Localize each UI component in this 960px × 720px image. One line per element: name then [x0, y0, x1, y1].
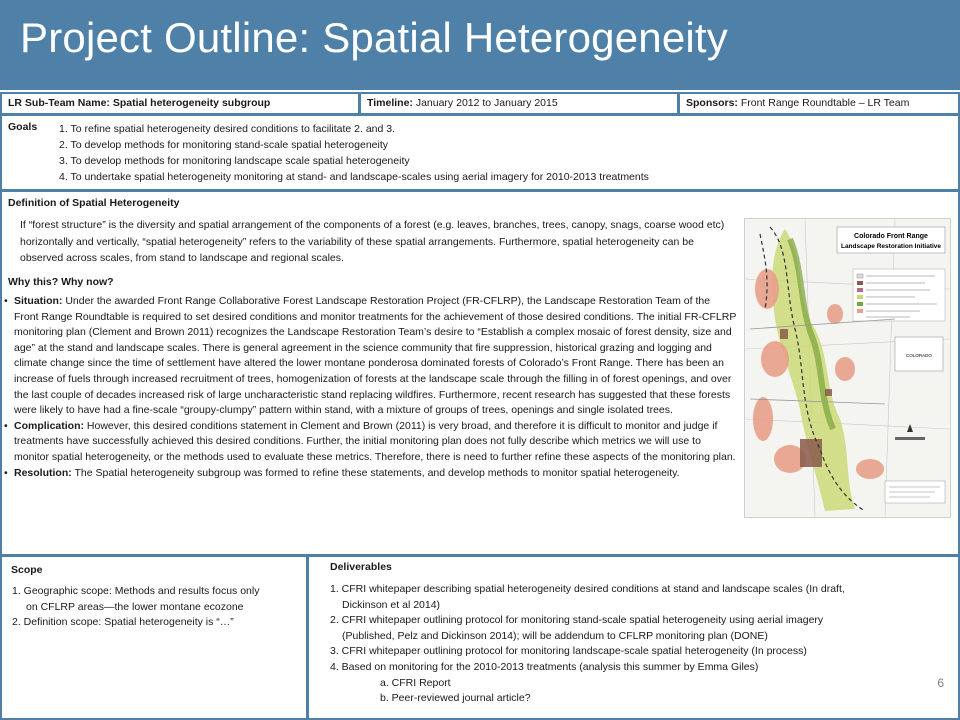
scope-list [12, 584, 302, 631]
why-bullets [2, 294, 737, 481]
definition-panel [2, 192, 958, 554]
team-value: Spatial heterogeneity subgroup [112, 97, 271, 109]
deliverable-item: b. Peer-reviewed journal article? [380, 692, 531, 705]
slide-title: Project Outline: Spatial Heterogeneity [20, 14, 728, 61]
situation-label: Situation: [14, 295, 63, 307]
deliverable-item: a. CFRI Report [380, 676, 451, 689]
map-title-line1: Colorado Front Range [854, 233, 928, 240]
goal-item: 2. To develop methods for monitoring stand-scale spatial heterogeneity [59, 139, 389, 151]
deliverable-item: 3. CFRI whitepaper outlining protocol for monitoring landscape-scale spatial heterogeneity (In process) [330, 645, 807, 658]
title-bar [0, 0, 960, 90]
goals-label: Goals [8, 121, 38, 133]
timeline-value: January 2012 to January 2015 [415, 97, 558, 109]
deliverable-item: 2. CFRI whitepaper outlining protocol for monitoring stand-scale spatial heterogeneity using aerial imagery [330, 614, 824, 627]
sponsors-cell [680, 94, 958, 113]
scope-panel [2, 557, 306, 718]
definition-heading: Definition of Spatial Heterogeneity [8, 197, 180, 209]
sponsors-value: Front Range Roundtable – LR Team [740, 97, 910, 109]
goal-item: 1. To refine spatial heterogeneity desired conditions to facilitate 2. and 3. [59, 123, 396, 135]
situation-bullet [2, 294, 737, 419]
map-title-line2: Landscape Restoration Initiative [840, 243, 942, 250]
deliverable-item: (Published, Pelz and Dickinson 2014); will be addendum to CFLRP monitoring plan (DONE) [342, 629, 768, 642]
page-number: 6 [937, 676, 944, 690]
deliverable-item: Dickinson et al 2014) [342, 598, 441, 611]
complication-text: However, this desired conditions statement in Clement and Brown (2011) is very broad, and therefore it is difficult to monitor and judge if treatments have successfully achieved this desired conditions. Further, the initial monitoring plan does not fully describe which metrics we will use to monitor spatial heterogeneity, or the methods used to evaluate these metrics. Therefore, there is need to further refine these aspects of the monitoring plan. [14, 419, 736, 463]
map-graphic [745, 219, 950, 517]
team-name-cell [2, 94, 358, 113]
scope-heading: Scope [11, 564, 43, 576]
resolution-text: The Spatial heterogeneity subgroup was formed to refine these statements, and develop methods to monitor spatial heterogeneity. [71, 466, 680, 479]
goal-item: 3. To develop methods for monitoring landscape scale spatial heterogeneity [59, 155, 410, 167]
definition-text: If “forest structure” is the diversity and spatial arrangement of the components of a forest (e.g. leaves, branches, trees, canopy, snags, coarse wood etc) horizontally and vertically, “spatial heterogeneity” refers to the variability of these spatial arrangements. Furthermore, spatial heterogeneity can be observed across scales, from stand to landscape and regional scales. [20, 219, 725, 264]
why-heading: Why this? Why now? [8, 276, 114, 288]
scope-item: 2. Definition scope: Spatial heterogeneity is “…” [12, 616, 234, 629]
complication-label: Complication: [14, 419, 84, 432]
deliverable-item: 1. CFRI whitepaper describing spatial heterogeneity desired conditions at stand and landscape scales (In draft, [330, 583, 845, 595]
deliverable-item: 4. Based on monitoring for the 2010-2013 treatments (analysis this summer by Emma Giles) [330, 660, 759, 673]
restoration-map-image [744, 218, 951, 518]
team-label: LR Sub-Team Name: [8, 97, 110, 109]
resolution-bullet [2, 466, 737, 482]
timeline-cell [361, 94, 677, 113]
goal-item: 4. To undertake spatial heterogeneity monitoring at stand- and landscape-scales using aerial imagery for 2010-2013 treatments [59, 171, 649, 183]
goals-list [59, 121, 649, 185]
complication-bullet [2, 419, 737, 466]
situation-text: Under the awarded Front Range Collaborative Forest Landscape Restoration Project (FR-CFLRP), the Landscape Restoration Team of the Front Range Roundtable is required to set desired conditions and monitor treatments for the achievement of those desired conditions. The initial FR-CFLRP monitoring plan (Clement and Brown 2011) recognizes the Landscape Restoration Team’s desire to “Establish a complex mosaic of forest density, size and age” at the stand and landscape scales. There is general agreement in the science community that fire suppression, historical grazing and logging and climate change since the time of settlement have altered the lower montane ponderosa dominated forests of Colorado’s Front Range. There has been an increase of fuels through increased recruitment of trees, homogenization of forests at the landscape scale through the filling in of forest openings, and over the last couple of decades increased risk of large uncharacteristic stand replacing wildfires. Furthermore, recent research has suggested that these forests were likely to have had a fine-scale “groupy-clumpy” pattern within stand, with a mixture of groups of trees, openings and single isolated trees. [14, 295, 737, 417]
scope-item: on CFLRP areas—the lower montane ecozone [26, 600, 244, 613]
scope-item: 1. Geographic scope: Methods and results focus only [12, 585, 260, 597]
deliverables-heading: Deliverables [330, 561, 392, 573]
deliverables-panel [309, 557, 958, 718]
sponsors-label: Sponsors: [686, 97, 738, 109]
deliverables-list [330, 582, 950, 707]
resolution-label: Resolution: [14, 466, 72, 479]
timeline-label: Timeline: [367, 97, 413, 109]
goals-panel [2, 116, 958, 189]
map-inset-label: COLORADO [906, 353, 932, 358]
